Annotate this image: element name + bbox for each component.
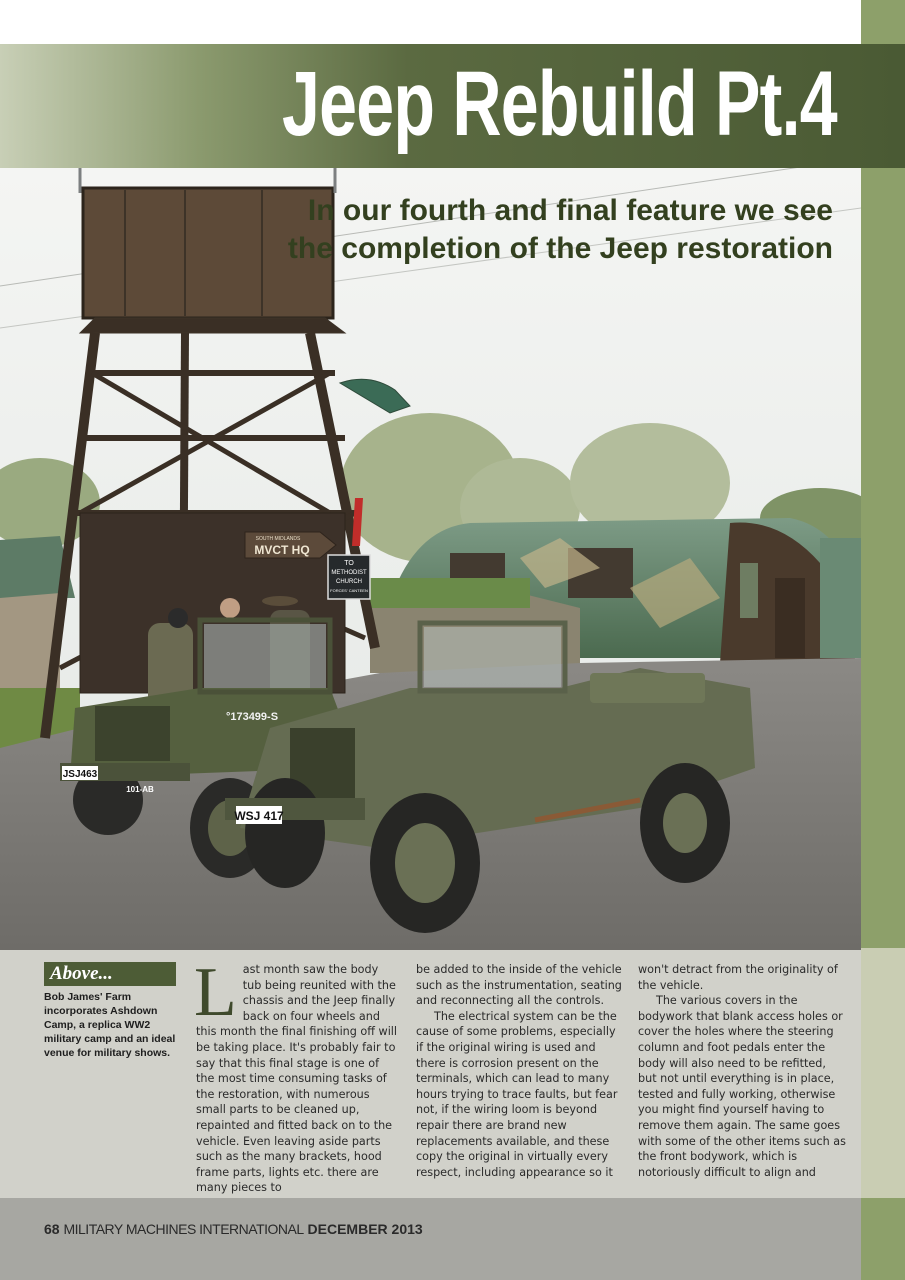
drop-cap: L bbox=[194, 954, 237, 1031]
paragraph: The various covers in the bodywork that blank access holes or cover the holes where the steering column and foot pedals enter the body will also need to be refitted, but not until everything is in place, tested and fully working, otherwise you might find yourself having to remove them again. The same goes with some of the other items such as the front bodywork, which is notoriously difficult to align and bbox=[638, 994, 846, 1179]
body-column-3 bbox=[638, 962, 848, 1180]
paragraph: The electrical system can be the cause of some problems, especially if the original wiring is used and there is corrosion present on the terminals, which can lead to many hours trying to trace faults, but fear not, if the wiring loom is beyond repair there are brand new replacements available, and these copy the original in virtually every respect, including appearance so it bbox=[416, 1009, 618, 1179]
photo-caption: Bob James' Farm incorporates Ashdown Camp, a replica WW2 military camp and an ideal venue for military shows. bbox=[44, 991, 176, 1059]
footer-area bbox=[0, 1198, 861, 1280]
svg-text:METHODIST: METHODIST bbox=[331, 570, 367, 576]
svg-text:FORCES' CANTEEN: FORCES' CANTEEN bbox=[330, 588, 368, 593]
article-subtitle: In our fourth and final feature we see the completion of the Jeep restoration bbox=[287, 194, 833, 265]
issue-date: DECEMBER 2013 bbox=[307, 1221, 423, 1237]
body-column-2 bbox=[416, 962, 624, 1180]
article-title: Jeep Rebuild Pt.4 bbox=[282, 53, 837, 155]
magazine-name: MILITARY MACHINES INTERNATIONAL bbox=[63, 1221, 304, 1237]
svg-text:JSJ463: JSJ463 bbox=[62, 769, 98, 780]
page-number: 68 bbox=[44, 1221, 60, 1237]
svg-text:°173499-S: °173499-S bbox=[225, 711, 279, 723]
paragraph: won't detract from the originality of the vehicle. bbox=[638, 963, 838, 992]
svg-text:WSJ 417: WSJ 417 bbox=[234, 809, 284, 823]
mvct-sign bbox=[245, 532, 336, 558]
church-sign bbox=[328, 555, 370, 599]
mvct-sign-text: MVCT HQ bbox=[254, 543, 310, 557]
paragraph: ast month saw the body tub being reunited with the chassis and the Jeep finally back on four wheels and this month the final finishing off will be taking place. It's probably fair to say that this final stage is one of the most time consuming tasks of the restoration, with numerous small parts to be cleaned up, repainted and fitted back on to the vehicle. Even leaving aside parts such as the many brackets, hood frame parts, lights etc. there are many pieces to bbox=[196, 963, 398, 1195]
page-footer bbox=[44, 1220, 423, 1238]
svg-text:CHURCH: CHURCH bbox=[336, 579, 362, 585]
svg-text:TO: TO bbox=[344, 560, 354, 567]
right-edge-band-light bbox=[861, 948, 905, 1198]
body-column-1 bbox=[194, 954, 400, 1196]
article-photo bbox=[0, 168, 861, 950]
mvct-sign-small: SOUTH MIDLANDS bbox=[255, 536, 301, 542]
paragraph: be added to the inside of the vehicle such as the instrumentation, seating and reconnecting all the controls. bbox=[416, 963, 622, 1008]
svg-text:101-AB: 101-AB bbox=[126, 785, 154, 794]
caption-heading: Above... bbox=[44, 962, 176, 986]
